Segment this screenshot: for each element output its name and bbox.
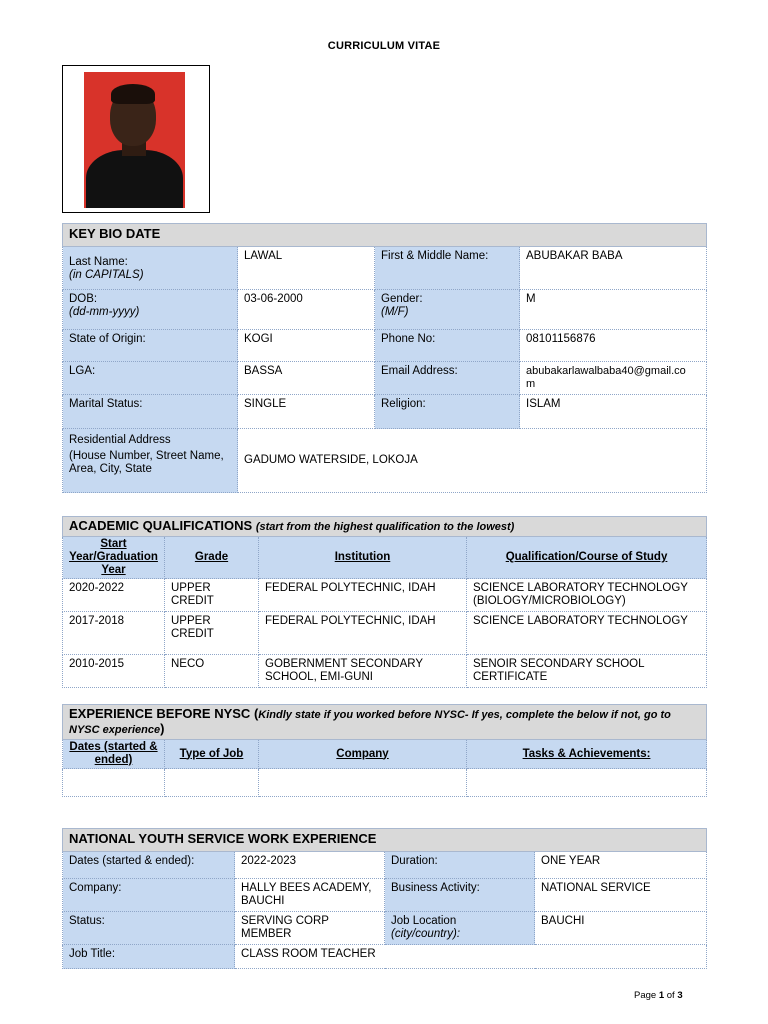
religion-label: Religion: — [375, 395, 520, 429]
table-row — [63, 655, 707, 688]
dates-value: 2022-2023 — [235, 852, 385, 879]
empty-cell — [63, 769, 165, 797]
company-label: Company: — [63, 879, 235, 912]
dob-label: DOB: (dd-mm-yyyy) — [63, 290, 238, 330]
col-institution: Institution — [259, 537, 467, 579]
empty-cell — [165, 769, 259, 797]
lga-value: BASSA — [238, 362, 375, 395]
phone-label: Phone No: — [375, 330, 520, 362]
status-value: SERVING CORP MEMBER — [235, 912, 385, 945]
bio-table — [62, 223, 707, 493]
table-row — [63, 579, 707, 612]
job-title-label: Job Title: — [63, 945, 235, 969]
address-value: GADUMO WATERSIDE, LOKOJA — [238, 429, 707, 493]
marital-value: SINGLE — [238, 395, 375, 429]
academic-heading: ACADEMIC QUALIFICATIONS (start from the highest qualification to the lowest) — [63, 517, 707, 537]
duration-label: Duration: — [385, 852, 535, 879]
year-cell: 2017-2018 — [63, 612, 165, 655]
last-name-label: Last Name: (in CAPITALS) — [63, 247, 238, 290]
location-label: Job Location (city/country): — [385, 912, 535, 945]
nysc-heading: NATIONAL YOUTH SERVICE WORK EXPERIENCE — [63, 829, 707, 852]
phone-value: 08101156876 — [520, 330, 707, 362]
religion-value: ISLAM — [520, 395, 707, 429]
marital-label: Marital Status: — [63, 395, 238, 429]
page-number: Page 1 of 3 — [634, 990, 683, 1001]
bio-heading: KEY BIO DATE — [63, 224, 707, 247]
email-value: abubakarlawalbaba40@gmail.co m — [520, 362, 707, 395]
table-row — [63, 769, 707, 797]
col-tasks: Tasks & Achievements: — [467, 740, 707, 769]
year-cell: 2010-2015 — [63, 655, 165, 688]
company-value: HALLY BEES ACADEMY, BAUCHI — [235, 879, 385, 912]
first-middle-label: First & Middle Name: — [375, 247, 520, 290]
empty-cell — [467, 769, 707, 797]
col-qualification: Qualification/Course of Study — [467, 537, 707, 579]
col-type-of-job: Type of Job — [165, 740, 259, 769]
gender-label: Gender: (M/F) — [375, 290, 520, 330]
qualification-cell: SCIENCE LABORATORY TECHNOLOGY — [467, 612, 707, 655]
col-company: Company — [259, 740, 467, 769]
institution-cell: FEDERAL POLYTECHNIC, IDAH — [259, 579, 467, 612]
lga-label: LGA: — [63, 362, 238, 395]
first-middle-value: ABUBAKAR BABA — [520, 247, 707, 290]
address-label: Residential Address (House Number, Street Name, Area, City, State — [63, 429, 238, 493]
academic-table — [62, 516, 707, 688]
experience-heading: EXPERIENCE BEFORE NYSC (Kindly state if you worked before NYSC- If yes, complete the below if not, go to NYSC experience) — [63, 705, 707, 740]
nysc-table — [62, 828, 707, 969]
qualification-cell: SCIENCE LABORATORY TECHNOLOGY (BIOLOGY/MICROBIOLOGY) — [467, 579, 707, 612]
experience-table — [62, 704, 707, 797]
profile-photo — [84, 72, 185, 208]
institution-cell: FEDERAL POLYTECHNIC, IDAH — [259, 612, 467, 655]
empty-cell — [259, 769, 467, 797]
location-value: BAUCHI — [535, 912, 707, 945]
passport-photo — [62, 65, 210, 213]
institution-cell: GOBERNMENT SECONDARY SCHOOL, EMI-GUNI — [259, 655, 467, 688]
table-row — [63, 612, 707, 655]
last-name-value: LAWAL — [238, 247, 375, 290]
gender-value: M — [520, 290, 707, 330]
activity-label: Business Activity: — [385, 879, 535, 912]
dob-value: 03-06-2000 — [238, 290, 375, 330]
document-title: CURRICULUM VITAE — [327, 40, 441, 52]
year-cell: 2020-2022 — [63, 579, 165, 612]
duration-value: ONE YEAR — [535, 852, 707, 879]
job-title-value: CLASS ROOM TEACHER — [235, 945, 707, 969]
col-dates: Dates (started & ended) — [63, 740, 165, 769]
status-label: Status: — [63, 912, 235, 945]
state-label: State of Origin: — [63, 330, 238, 362]
qualification-cell: SENOIR SECONDARY SCHOOL CERTIFICATE — [467, 655, 707, 688]
col-year: Start Year/Graduation Year — [63, 537, 165, 579]
grade-cell: NECO — [165, 655, 259, 688]
state-value: KOGI — [238, 330, 375, 362]
activity-value: NATIONAL SERVICE — [535, 879, 707, 912]
grade-cell: UPPER CREDIT — [165, 612, 259, 655]
col-grade: Grade — [165, 537, 259, 579]
grade-cell: UPPER CREDIT — [165, 579, 259, 612]
dates-label: Dates (started & ended): — [63, 852, 235, 879]
email-label: Email Address: — [375, 362, 520, 395]
